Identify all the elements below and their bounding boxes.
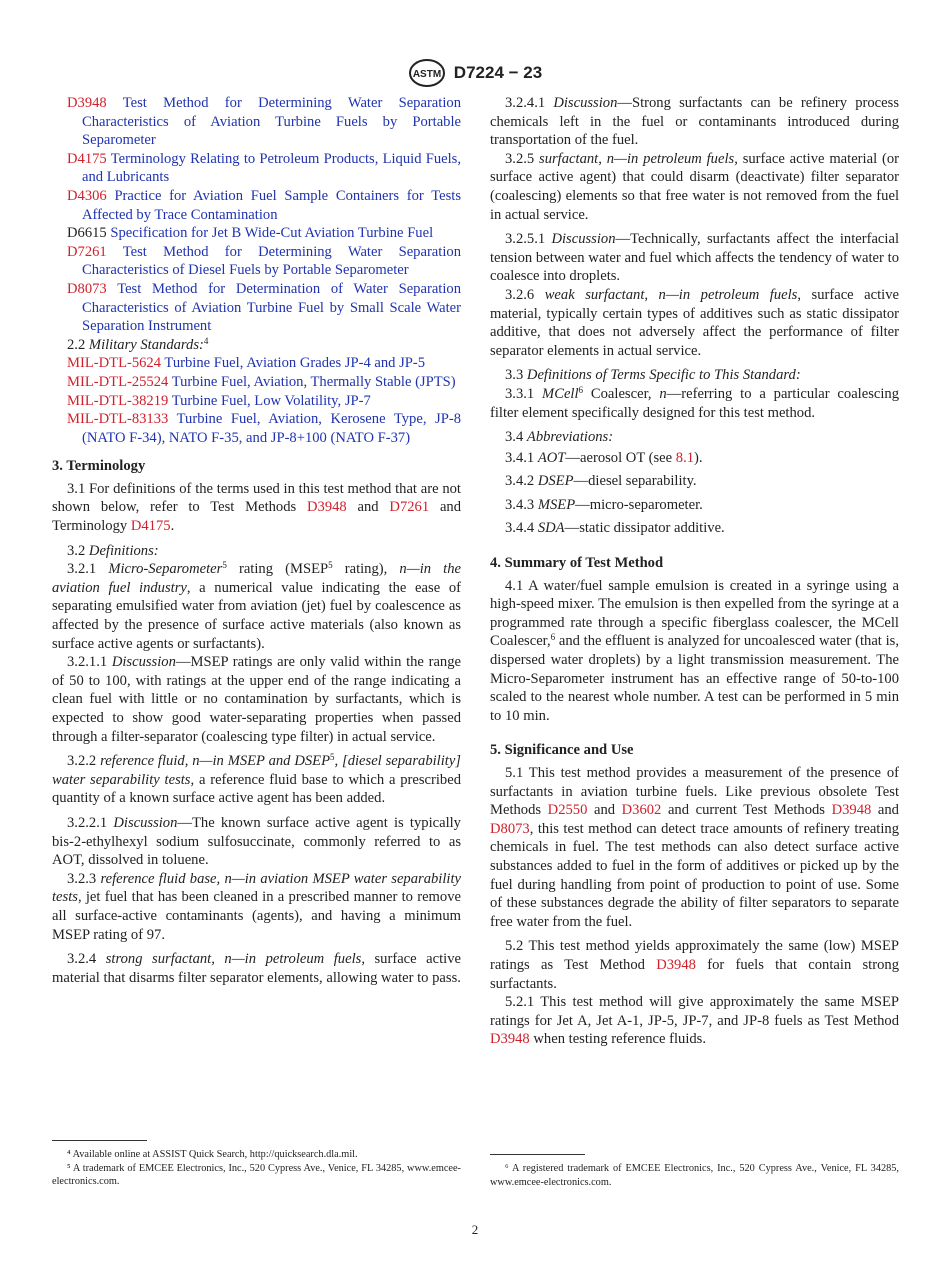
reference-title-link[interactable]: Terminology Relating to Petroleum Products, Liquid Fuels, and Lubricants bbox=[82, 150, 462, 186]
abbreviation-number: 3.4.4 bbox=[505, 520, 535, 537]
reference-item bbox=[52, 94, 461, 150]
footnote-rule-left bbox=[52, 1140, 147, 1141]
section-3-heading: 3. Terminology bbox=[52, 458, 146, 475]
abbreviation-text: —diesel separability. bbox=[573, 473, 697, 490]
abbreviation-after: ). bbox=[694, 449, 703, 466]
link-d8073[interactable]: D8073 bbox=[490, 820, 530, 837]
paragraph-5-1: 5.1 This test method provides a measurement of the presence of surfactants in aviation turbine fuels. Like previous obsolete Test Methods D2550 and D3602 and current Test Methods D3948 and D8073, this test method can detect trace amounts of refinery treating chemicals in fuel. The test methods can also detect surface active substances added to fuel in the form of additives or picked up by the fuel during handling from point of production to point of use. Some of these substances degrade the ability of filter separators to separate free water from the fuel. bbox=[490, 765, 899, 930]
reference-title-link[interactable]: Test Method for Determination of Water Separation Characteristics of Aviation Turbine Fuel by Small Scale Water Separation Instrument bbox=[82, 280, 462, 335]
footnote-4: ⁴ Available online at ASSIST Quick Search, http://quicksearch.dla.mil. bbox=[67, 1149, 358, 1160]
military-title-link[interactable]: Turbine Fuel, Aviation Grades JP-4 and JP-5 bbox=[164, 355, 426, 372]
paragraph-5-2-1: 5.2.1 This test method will give approximately the same MSEP ratings for Jet A, Jet A-1, JP-5, JP-7, and JP-8 fuels as Test Method D3948 when testing reference fluids. bbox=[490, 994, 899, 1048]
astm-logo-icon bbox=[408, 58, 446, 88]
abbreviation-item bbox=[490, 449, 899, 468]
reference-title-link[interactable]: Specification for Jet B Wide-Cut Aviation Turbine Fuel bbox=[110, 225, 434, 242]
paragraph-3-2-1-1: 3.2.1.1 Discussion—MSEP ratings are only valid within the range of 50 to 100, with ratings at the upper end of the range indicating a clean fuel with little or no contamination by surfactants, which is expected to show good water-separating properties when passed through a filter-separator (coalescing type filter) in actual service. bbox=[52, 654, 461, 745]
abbreviation-item bbox=[490, 519, 899, 538]
link-d3948[interactable]: D3948 bbox=[656, 956, 696, 973]
military-title-link[interactable]: Turbine Fuel, Aviation, Kerosene Type, JP-8 (NATO F-34), NATO F-35, and JP-8+100 (NATO F-37) bbox=[82, 411, 461, 446]
abbreviation-text: —static dissipator additive. bbox=[564, 520, 725, 537]
reference-code-link[interactable]: D6615 bbox=[67, 225, 107, 242]
link-d3948[interactable]: D3948 bbox=[831, 802, 872, 819]
paragraph-3-2-2-1: 3.2.2.1 Discussion—The known surface active agent is typically bis-2-ethylhexyl sodium sulfosuccinate, commonly referred to as AOT, dissolved in toluene. bbox=[52, 814, 461, 869]
paragraph-3-2-6: 3.2.6 weak surfactant, n—in petroleum fuels, surface active material, typically certain types of additives such as static dissipator additive, that does not adversely affect the performance of filter separator elements in actual service. bbox=[490, 286, 900, 359]
reference-title-link[interactable]: Test Method for Determining Water Separation Characteristics of Aviation Turbine Fuels by Portable Separometer bbox=[82, 95, 461, 149]
document-designation: D7224 − 23 bbox=[453, 63, 543, 82]
military-standard-item bbox=[52, 373, 461, 392]
footnote-5: ⁵ A trademark of EMCEE Electronics, Inc., 520 Cypress Ave., Venice, FL 34285, www.emcee-electronics.com. bbox=[52, 1162, 461, 1187]
abbreviation-term: SDA bbox=[537, 520, 565, 537]
reference-title-link[interactable]: Test Method for Determining Water Separation Characteristics of Diesel Fuels by Portable Separometer bbox=[82, 243, 461, 279]
link-d3602[interactable]: D3602 bbox=[621, 802, 662, 819]
military-title-link[interactable]: Turbine Fuel, Aviation, Thermally Stable (JPTS) bbox=[171, 373, 456, 390]
abbreviation-number: 3.4.1 bbox=[505, 449, 535, 466]
paragraph-3-2-5: 3.2.5 surfactant, n—in petroleum fuels, surface active material (or surface active agent) that could disarm (deactivate) filter separator (coalescing) elements so that free water is not removed from the fuel in actual service. bbox=[490, 150, 899, 223]
military-code-link[interactable]: MIL-DTL-5624 bbox=[67, 355, 162, 372]
abbreviation-text: —aerosol OT (see bbox=[565, 449, 676, 466]
paragraph-3-2-1: 3.2.1 Micro-Separometer$^5$ rating (MSEP$^5$ rating), n—in the aviation fuel industry, a numerical value indicating the ease of separating emulsified water from aviation (jet) fuel by coalescence as affected by the presence of surface active materials (also known as surface active agents or surfactants). bbox=[52, 560, 461, 652]
link-d7261[interactable]: D7261 bbox=[389, 499, 430, 516]
svg-text:ASTM: ASTM bbox=[412, 69, 441, 80]
paragraph-3-2: 3.2 Definitions: bbox=[67, 542, 159, 559]
link-d4175[interactable]: D4175 bbox=[130, 518, 171, 535]
abbreviation-item bbox=[490, 496, 899, 515]
reference-item bbox=[52, 280, 461, 336]
paragraph-3-3: 3.3 Definitions of Terms Specific to This Standard: bbox=[505, 367, 801, 384]
abbreviation-term: MSEP bbox=[537, 496, 576, 513]
paragraph-3-2-4: 3.2.4 strong surfactant, n—in petroleum fuels, surface active material that disarms filter separator elements, allowing water to pass. bbox=[52, 951, 462, 986]
link-section-8-1[interactable]: 8.1 bbox=[675, 449, 695, 466]
footnote-rule-right bbox=[490, 1154, 585, 1155]
reference-item bbox=[52, 224, 461, 243]
reference-item bbox=[52, 243, 461, 280]
military-title-link[interactable]: Turbine Fuel, Low Volatility, JP-7 bbox=[171, 392, 371, 409]
section-5-heading: 5. Significance and Use bbox=[490, 742, 634, 759]
military-code-link[interactable]: MIL-DTL-38219 bbox=[67, 392, 169, 409]
section-4-heading: 4. Summary of Test Method bbox=[490, 555, 664, 572]
paragraph-4-1: 4.1 A water/fuel sample emulsion is created in a syringe using a high-speed mixer. The emulsion is then expelled from the syringe at a programmed rate through a specific fiberglass coalescer, the MCell Coalescer,$^6$ and the effluent is analyzed for uncoalesced water (that is, dispersed water droplets) by a light transmission measurement. The Micro-Separometer instrument has an effective range of 50-to-100 scaled to the nearest whole number. A test can be performed in 5 min to 10 min. bbox=[490, 577, 899, 724]
link-d2550[interactable]: D2550 bbox=[547, 802, 588, 819]
page-number: 2 bbox=[471, 1222, 479, 1237]
footnote-6: ⁶ A registered trademark of EMCEE Electronics, Inc., 520 Cypress Ave., Venice, FL 34285, www.emcee-electronics.com. bbox=[490, 1163, 899, 1188]
reference-code-link[interactable]: D8073 bbox=[67, 280, 107, 297]
abbreviation-term: DSEP bbox=[537, 473, 574, 490]
link-d3948[interactable]: D3948 bbox=[307, 499, 347, 516]
paragraph-3-1: 3.1 For definitions of the terms used in this test method that are not shown below, refer to Test Methods D3948 and D7261 and Terminology D4175. bbox=[52, 480, 462, 535]
reference-code-link[interactable]: D4175 bbox=[67, 150, 107, 167]
reference-code-link[interactable]: D3948 bbox=[67, 95, 107, 111]
link-d3948[interactable]: D3948 bbox=[490, 1031, 530, 1048]
referenced-documents-list bbox=[52, 94, 461, 336]
right-column bbox=[490, 94, 899, 1049]
abbreviation-number: 3.4.2 bbox=[505, 473, 535, 490]
paragraph-3-2-3: 3.2.3 reference fluid base, n—in aviation MSEP water separability tests, jet fuel that has been cleaned in a prescribed manner to remove all surface-active contaminants (agents), and having a minimum MSEP rating of 97. bbox=[52, 870, 461, 943]
abbreviation-term: AOT bbox=[537, 449, 566, 466]
paragraph-5-2: 5.2 This test method yields approximately the same (low) MSEP ratings as Test Method D3948 for fuels that contain strong surfactants. bbox=[490, 938, 899, 992]
reference-title-link[interactable]: Practice for Aviation Fuel Sample Containers for Tests Affected by Trace Contamination bbox=[82, 187, 461, 223]
reference-code-link[interactable]: D4306 bbox=[67, 187, 107, 204]
page-header bbox=[0, 58, 950, 88]
military-standards-heading: 2.2 Military Standards:$^4$ bbox=[67, 335, 209, 353]
military-code-link[interactable]: MIL-DTL-83133 bbox=[67, 411, 169, 428]
reference-item bbox=[52, 187, 461, 224]
reference-code-link[interactable]: D7261 bbox=[67, 243, 107, 260]
abbreviations-list bbox=[490, 449, 899, 538]
footnotes-left bbox=[52, 1148, 461, 1189]
military-standard-item bbox=[52, 392, 461, 411]
military-standards-list bbox=[52, 354, 461, 447]
paragraph-3-4: 3.4 Abbreviations: bbox=[505, 429, 614, 446]
paragraph-3-2-4-1: 3.2.4.1 Discussion—Strong surfactants can be refinery process chemicals left in the fuel or contaminants introduced during transportation of the fuel. bbox=[490, 95, 899, 149]
paragraph-3-3-1: 3.3.1 MCell$^6$ Coalescer, n—referring to a particular coalescing filter element specifically designed for this test method. bbox=[490, 384, 900, 421]
footnotes-right bbox=[490, 1162, 899, 1189]
paragraph-3-2-2: 3.2.2 reference fluid, n—in MSEP and DSEP$^5$, [diesel separability] water separability tests, a reference fluid base to which a prescribed quantity of a known surface active agent has been added. bbox=[52, 752, 461, 807]
left-column bbox=[52, 94, 461, 987]
abbreviation-text: —micro-separometer. bbox=[575, 496, 703, 513]
abbreviation-number: 3.4.3 bbox=[505, 496, 535, 513]
reference-item bbox=[52, 150, 461, 187]
paragraph-3-2-5-1: 3.2.5.1 Discussion—Technically, surfactants affect the interfacial tension between water and fuel which affects the tendency of water to coalesce into droplets. bbox=[490, 231, 899, 285]
military-standard-item bbox=[52, 354, 461, 373]
military-standard-item bbox=[52, 410, 461, 447]
abbreviation-item bbox=[490, 472, 899, 491]
military-code-link[interactable]: MIL-DTL-25524 bbox=[67, 373, 169, 390]
